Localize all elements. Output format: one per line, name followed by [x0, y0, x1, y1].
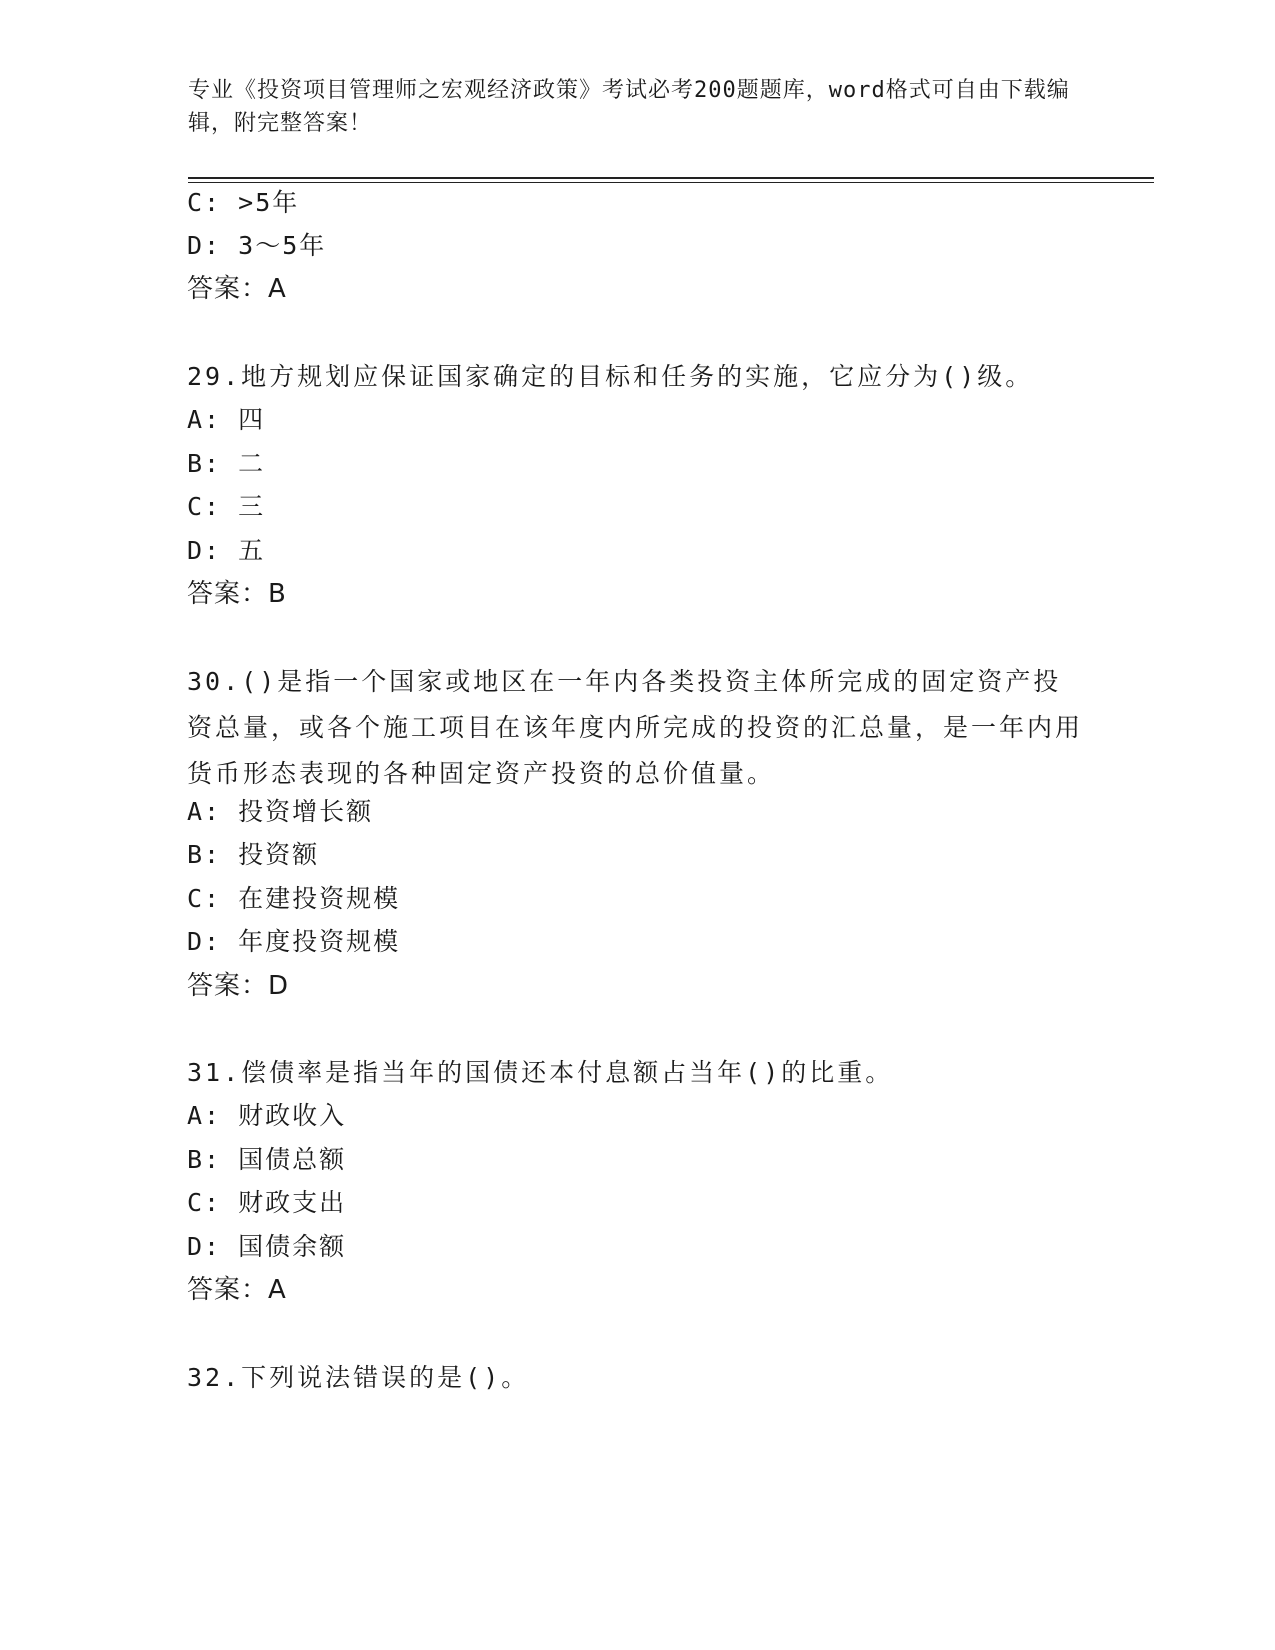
question-31-stem: 31.偿债率是指当年的国债还本付息额占当年()的比重。 — [187, 1058, 894, 1087]
question-29-stem: 29.地方规划应保证国家确定的目标和任务的实施，它应分为()级。 — [187, 362, 1034, 391]
question-31-answer: 答案：A — [187, 1275, 287, 1305]
question-29-option-d: D: 五 — [187, 536, 266, 565]
question-31-option-d: D: 国债余额 — [187, 1232, 347, 1261]
question-32-stem: 32.下列说法错误的是()。 — [187, 1363, 530, 1392]
question-29-answer: 答案：B — [187, 579, 287, 609]
question-30-option-b: B: 投资额 — [187, 840, 320, 869]
question-31-option-a: A: 财政收入 — [187, 1101, 347, 1130]
question-30-option-c: C: 在建投资规模 — [187, 884, 401, 913]
question-30-option-d: D: 年度投资规模 — [187, 927, 401, 956]
header-divider-thin — [188, 182, 1154, 183]
document-header: 专业《投资项目管理师之宏观经济政策》考试必考200题题库，word格式可自由下载编辑，附完整答案！ — [188, 78, 1070, 136]
question-30-option-a: A: 投资增长额 — [187, 797, 374, 826]
question-30-answer: 答案：D — [187, 971, 290, 1001]
question-29-option-a: A: 四 — [187, 405, 266, 434]
option-c: C: >5年 — [187, 188, 300, 217]
question-29-option-c: C: 三 — [187, 492, 266, 521]
question-30-stem: 30.()是指一个国家或地区在一年内各类投资主体所完成的固定资产投资总量，或各个施工项目在该年度内所完成的投资的汇总量，是一年内用货币形态表现的各种固定资产投资的总价值量。 — [187, 667, 1084, 788]
question-31-option-c: C: 财政支出 — [187, 1188, 347, 1217]
header-divider-thick — [188, 177, 1154, 179]
option-d: D: 3～5年 — [187, 231, 327, 260]
question-29-option-b: B: 二 — [187, 449, 266, 478]
answer-line: 答案：A — [187, 274, 287, 304]
question-31-option-b: B: 国债总额 — [187, 1145, 347, 1174]
